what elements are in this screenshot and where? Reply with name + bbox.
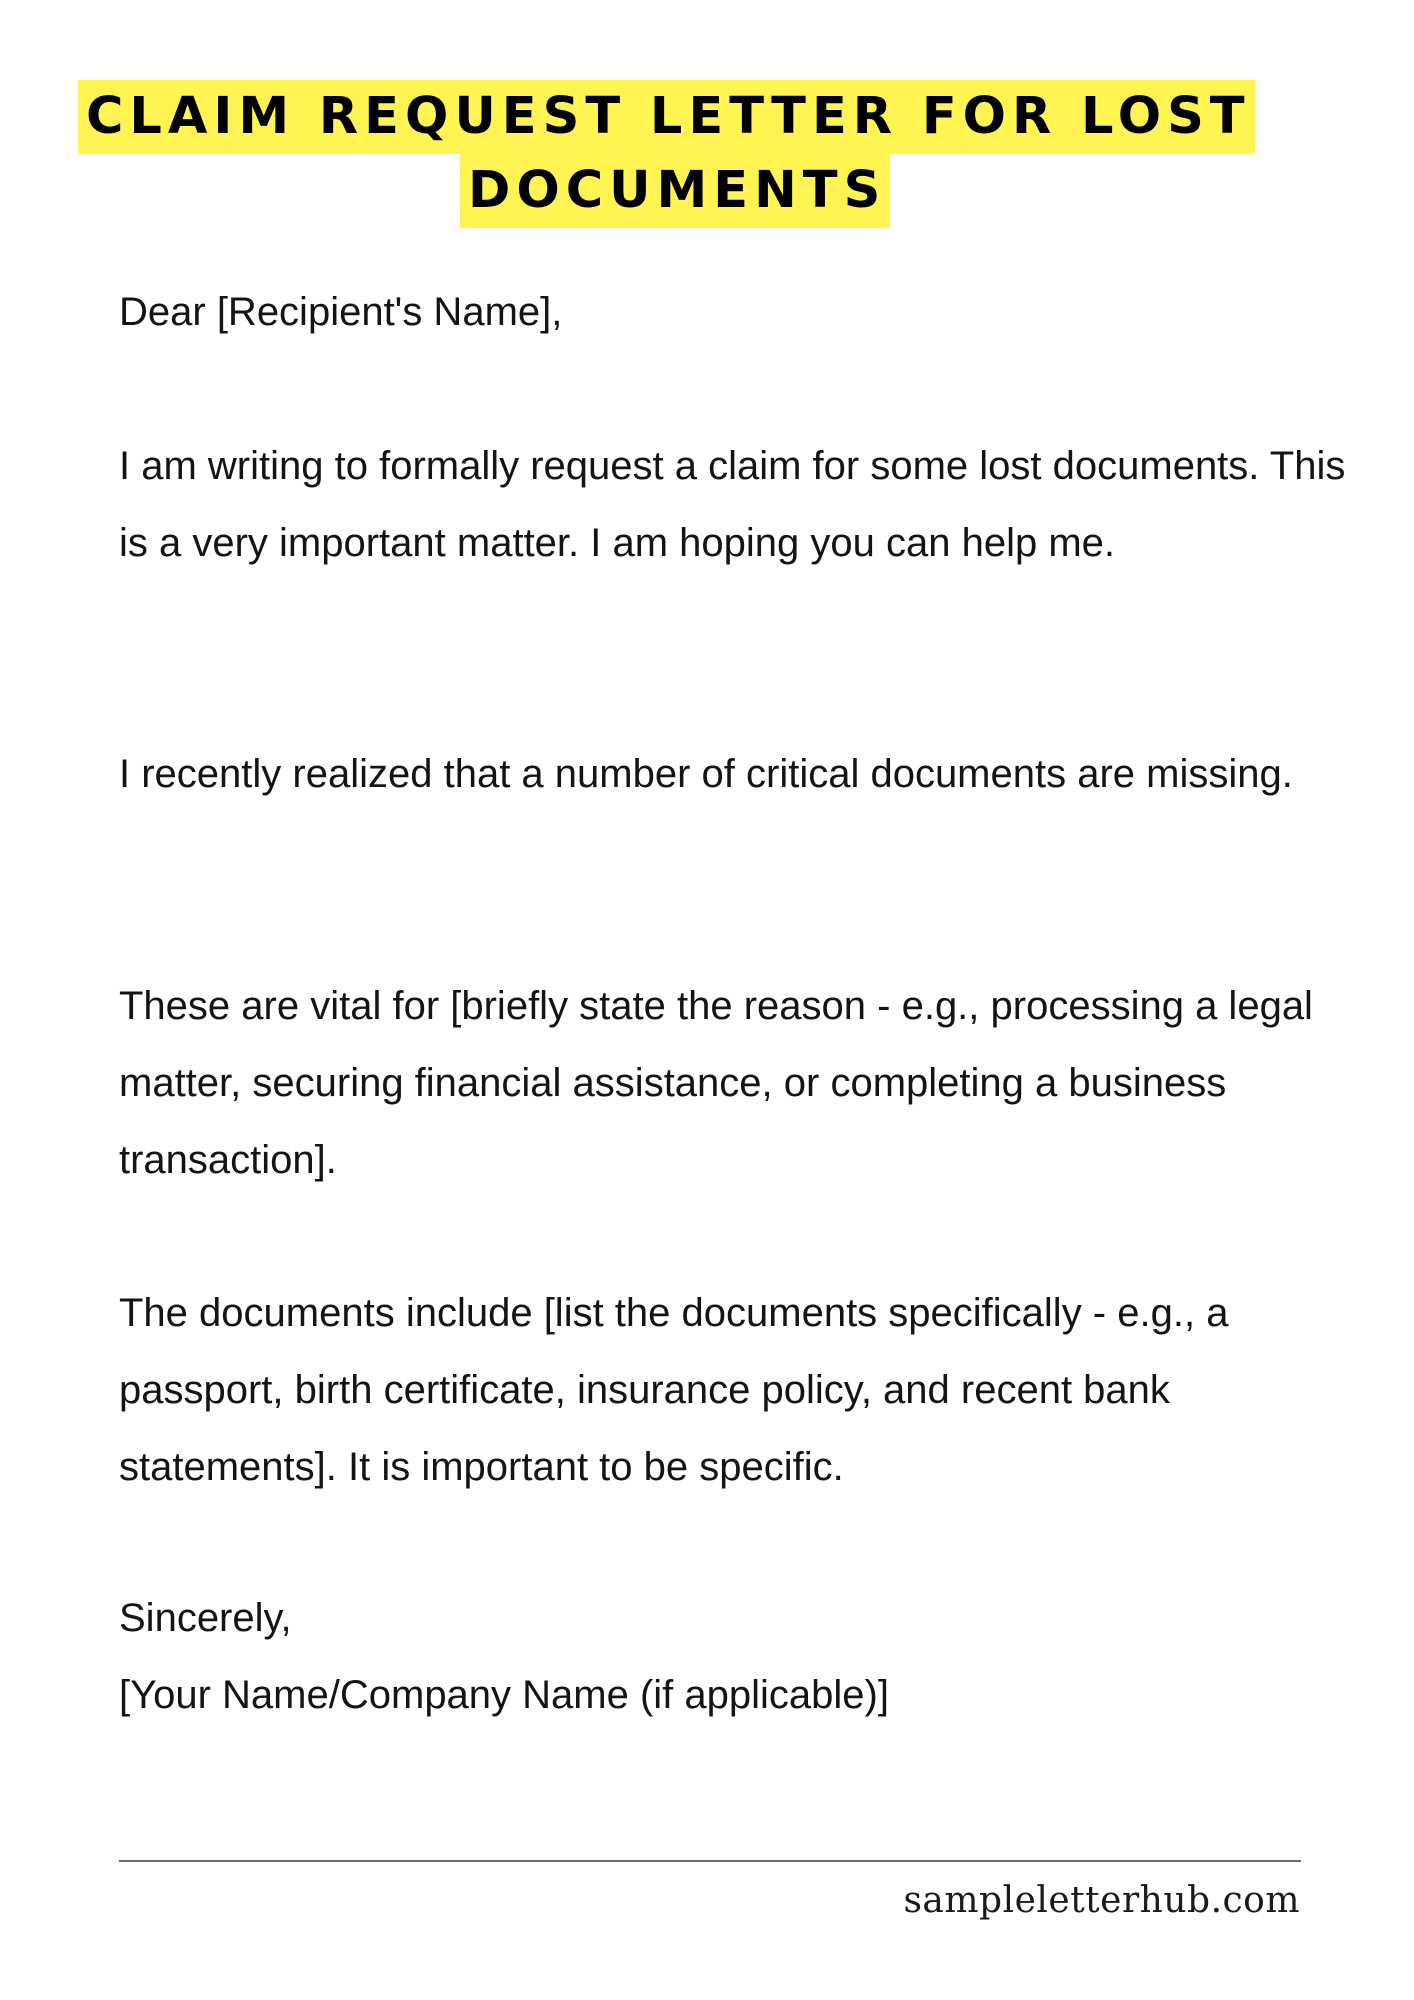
letter-closing: Sincerely,	[119, 1596, 292, 1640]
title-line-2: DOCUMENTS	[460, 154, 890, 228]
letter-paragraph-2: I recently realized that a number of critical documents are missing.	[119, 752, 1293, 796]
letter-paragraph-1: I am writing to formally request a claim for some lost documents. This is a very important matter. I am hoping you can help me.	[119, 444, 1346, 565]
letter-paragraph-4: The documents include [list the documents specifically - e.g., a passport, birth certificate, insurance policy, and recent bank statements]. It is important to be specific.	[119, 1291, 1229, 1489]
footer-site-name: sampleletterhub.com	[903, 1880, 1300, 1921]
letter-greeting: Dear [Recipient's Name],	[119, 290, 563, 334]
title-line-1: CLAIM REQUEST LETTER FOR LOST	[78, 80, 1255, 154]
letter-signature: [Your Name/Company Name (if applicable)]	[119, 1673, 889, 1717]
footer-divider	[119, 1860, 1301, 1862]
letter-paragraph-3: These are vital for [briefly state the reason - e.g., processing a legal matter, securing financial assistance, or completing a business transaction].	[119, 984, 1313, 1182]
